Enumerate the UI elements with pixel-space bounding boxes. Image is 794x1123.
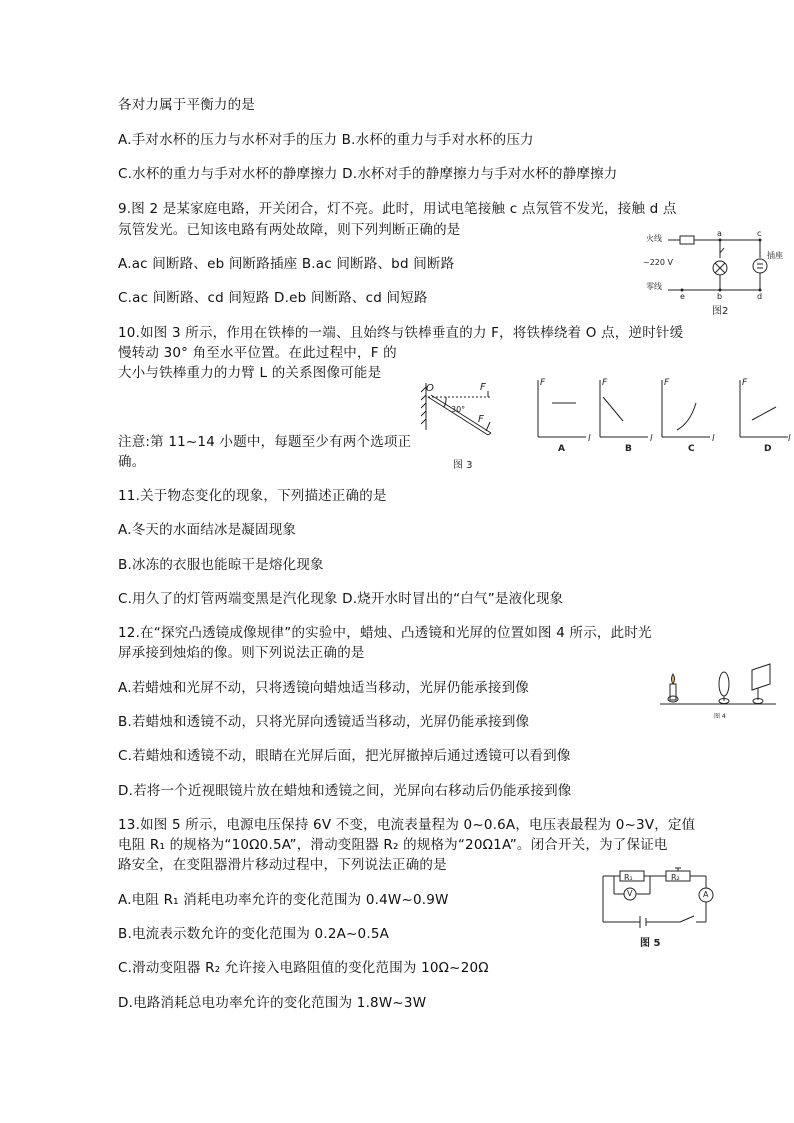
option-line: A.电阻 R₁ 消耗电功率允许的变化范围为 0.4W~0.9W (118, 892, 449, 908)
graph-c-label: C (688, 444, 695, 454)
fig2-live-label: 火线 (646, 234, 662, 243)
fig5-voltmeter-label: V (627, 889, 633, 898)
option-line: D.若将一个近视眼镜片放在蜡烛和透镜之间，光屏向右移动后仍能承接到像 (118, 783, 572, 799)
option-line: A.冬天的水面结冰是凝固现象 (118, 522, 297, 538)
graph-b-axis-f: F (602, 378, 608, 388)
fig2-point-b: b (717, 292, 723, 301)
graph-d-label: D (764, 444, 772, 454)
fig5-ammeter-label: A (703, 890, 709, 899)
option-line: C.用久了的灯管两端变黑是汽化现象 D.烧开水时冒出的“白气”是液化现象 (118, 591, 564, 607)
text-line-1: 各对力属于平衡力的是 (118, 97, 255, 113)
fig3-force-top: F (480, 382, 486, 393)
graph-a-label: A (558, 444, 565, 454)
question-12-line-2: 屏承接到烛焰的像。则下列说法正确的是 (118, 645, 365, 661)
fig2-point-c: c (757, 229, 762, 238)
graph-a-axis-l: l (588, 434, 591, 444)
question-13-line-3: 路安全，在变阻器滑片移动过程中，下列说法正确的是 (118, 857, 447, 873)
question-10-line-2: 慢转动 30° 角至水平位置。在此过程中，F 的 (118, 345, 397, 361)
option-line: C.若蜡烛和透镜不动，眼睛在光屏后面，把光屏撤掉后通过透镜可以看到像 (118, 748, 571, 764)
graph-d-axis-l: l (788, 434, 791, 444)
option-line: D.电路消耗总电功率允许的变化范围为 1.8W~3W (118, 995, 427, 1011)
fig5-r2-label: R₂ (671, 873, 680, 882)
option-line: A.ac 间断路、eb 间断路插座 B.ac 间断路、bd 间断路 (118, 256, 455, 272)
figure-3-graphs (530, 375, 792, 455)
option-line: A.若蜡烛和光屏不动，只将透镜向蜡烛适当移动，光屏仍能承接到像 (118, 680, 529, 696)
graph-c-axis-f: F (664, 378, 670, 388)
option-line: C.水杯的重力与手对水杯的静摩擦力 D.水杯对手的静摩擦力与手对水杯的静摩擦力 (118, 166, 618, 182)
fig2-socket-label: 插座 (767, 251, 783, 260)
option-line: B.冰冻的衣服也能晾干是熔化现象 (118, 557, 324, 573)
option-line: B.若蜡烛和透镜不动，只将光屏向透镜适当移动，光屏仍能承接到像 (118, 714, 530, 730)
option-line: B.电流表示数允许的变化范围为 0.2A~0.5A (118, 926, 390, 942)
graph-b-label: B (625, 444, 632, 454)
fig3-pivot-o: O (426, 383, 434, 394)
option-line: A.手对水杯的压力与水杯对手的压力 B.水杯的重力与手对水杯的压力 (118, 132, 534, 148)
question-9-line-2: 氖管发光。已知该电路有两处故障，则下列判断正确的是 (118, 222, 461, 238)
fig2-point-a: a (717, 229, 722, 238)
question-13-line-2: 电阻 R₁ 的规格为“10Ω0.5A”，滑动变阻器 R₂ 的规格为“20Ω1A”。闭合开关，为了保证电 (118, 837, 668, 853)
option-line: C.ac 间断路、cd 间短路 D.eb 间断路、cd 间短路 (118, 290, 428, 306)
fig3-caption: 图 3 (453, 460, 473, 471)
fig3-angle: 30° (451, 405, 466, 414)
graph-d-axis-f: F (742, 378, 748, 388)
fig2-neutral-label: 零线 (646, 282, 662, 291)
note-line-1: 注意:第 11~14 小题中，每题至少有两个选项正 (118, 434, 412, 450)
question-9-line-1: 9.图 2 是某家庭电路，开关闭合，灯不亮。此时，用试电笔接触 c 点氖管不发光，接触 d 点 (118, 201, 677, 217)
fig2-point-e: e (680, 292, 685, 301)
option-line: C.滑动变阻器 R₂ 允许接入电路阻值的变化范围为 10Ω~20Ω (118, 960, 489, 976)
figure-4-optics (658, 660, 780, 710)
figure-5-circuit (600, 868, 722, 934)
graph-a-axis-f: F (540, 378, 546, 388)
fig5-r1-label: R₁ (624, 873, 633, 882)
question-11-line: 11.关于物态变化的现象，下列描述正确的是 (118, 488, 387, 504)
graph-b-axis-l: l (650, 434, 653, 444)
question-10-line-1: 10.如图 3 所示，作用在铁棒的一端、且始终与铁棒垂直的力 F，将铁棒绕着 O 点，逆时针缓 (118, 325, 684, 341)
question-13-line-1: 13.如图 5 所示，电源电压保持 6V 不变，电流表量程为 0~0.6A，电压表最程为 0~3V，定值 (118, 817, 696, 833)
fig2-caption: 图2 (712, 306, 729, 317)
fig4-caption: 图 4 (714, 713, 726, 720)
question-12-line-1: 12.在“探究凸透镜成像规律”的实验中，蜡烛、凸透镜和光屏的位置如图 4 所示，此时光 (118, 625, 652, 641)
graph-c-axis-l: l (712, 434, 715, 444)
fig3-force-bottom: F (478, 414, 484, 425)
fig5-caption: 图 5 (640, 938, 661, 949)
note-line-2: 确。 (118, 454, 146, 470)
fig2-voltage-label: ~220 V (643, 258, 673, 267)
fig2-point-d: d (757, 292, 763, 301)
question-10-line-3: 大小与铁棒重力的力臂 L 的关系图像可能是 (118, 365, 382, 381)
